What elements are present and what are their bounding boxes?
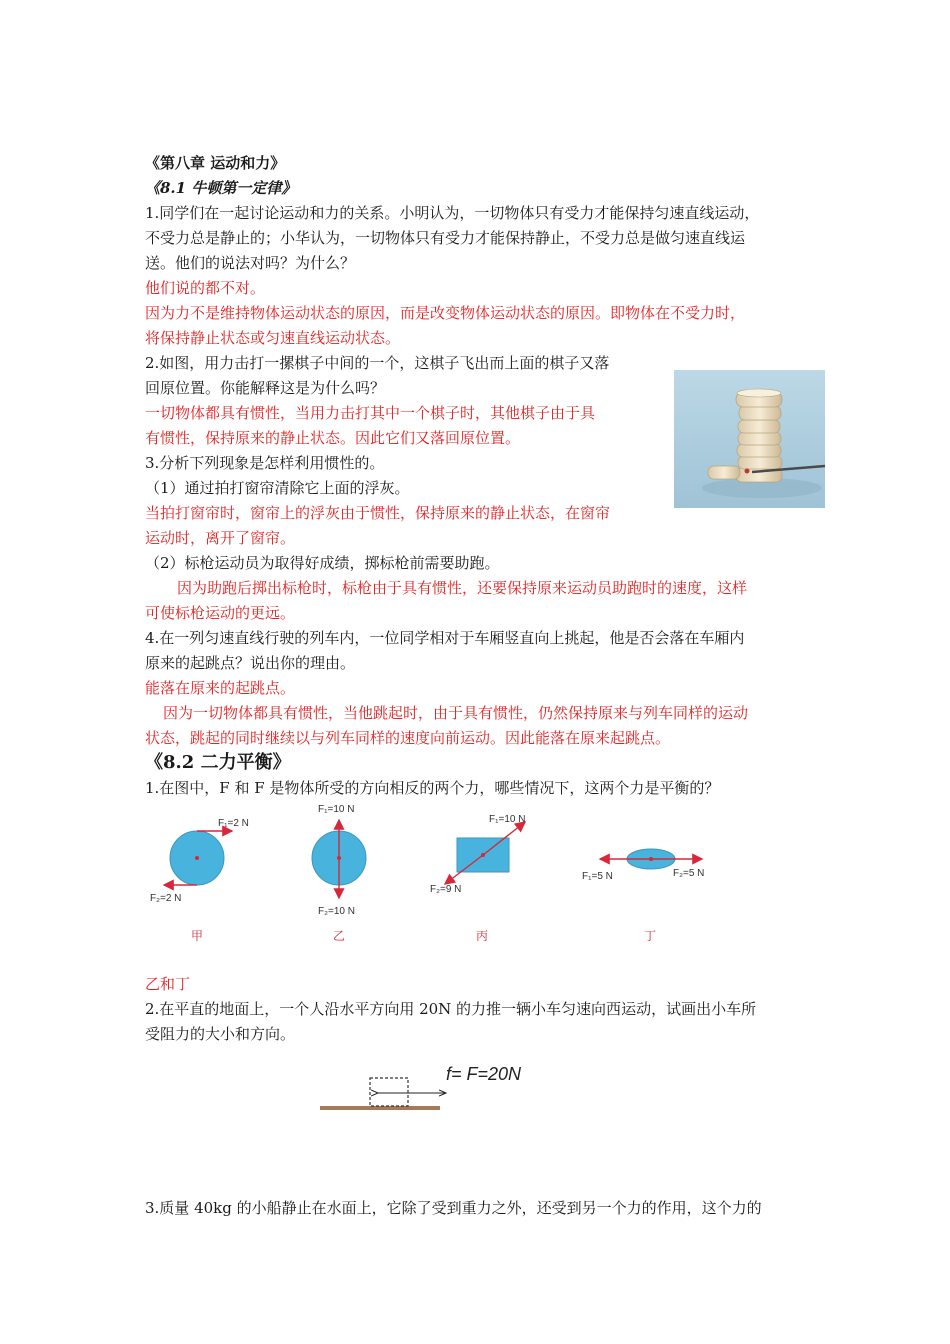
bing-label: 丙	[476, 929, 489, 943]
chapter-title: 《第八章 运动和力》	[145, 154, 286, 172]
a2-line-2: 有惯性，保持原来的静止状态。因此它们又落回原位置。	[145, 429, 521, 447]
q1-line-3: 送。他们的说法对吗？为什么？	[145, 254, 356, 272]
ding-label: 丁	[644, 929, 657, 943]
a3-1-line-2: 运动时，离开了窗帘。	[145, 529, 296, 547]
s2-q2-line-2: 受阻力的大小和方向。	[145, 1025, 296, 1043]
diagram-jia	[150, 818, 249, 943]
q3-line: 3.分析下列现象是怎样利用惯性的。	[145, 454, 385, 472]
cart-diagram	[318, 1058, 558, 1122]
diagram-bing	[430, 814, 525, 943]
section-title-8-1: 《8.1 牛顿第一定律》	[145, 179, 297, 197]
diagram-yi	[312, 804, 366, 943]
q4-line-2: 原来的起跳点？说出你的理由。	[145, 654, 356, 672]
ding-f1-label: F₁=5 N	[582, 871, 613, 882]
s2-a1-line: 乙和丁	[145, 975, 191, 993]
q3-1-line: （1）通过拍打窗帘清除它上面的浮灰。	[145, 479, 410, 497]
s2-q2-line-1: 2.在平直的地面上，一个人沿水平方向用 20N 的力推一辆小车匀速向西运动，试画出小车所	[145, 1000, 757, 1018]
a3-1-line-1: 当拍打窗帘时，窗帘上的浮灰由于惯性，保持原来的静止状态，在窗帘	[145, 504, 611, 522]
yi-f2-label: F₂=10 N	[318, 906, 355, 917]
q4-line-1: 4.在一列匀速直线行驶的列车内，一位同学相对于车厢竖直向上挑起，他是否会落在车厢内	[145, 629, 745, 647]
a3-2-line-1: 因为助跑后掷出标枪时，标枪由于具有惯性，还要保持原来运动员助跑时的速度，这样	[177, 579, 748, 597]
s2-q3-line: 3.质量 40kg 的小船静止在水面上，它除了受到重力之外，还受到另一个力的作用，这个力的	[145, 1199, 762, 1217]
force-diagrams	[140, 800, 780, 950]
diagram-ding	[582, 849, 704, 943]
a1-line-2: 因为力不是维持物体运动状态的原因，而是改变物体运动状态的原因。即物体在不受力时，	[145, 304, 746, 322]
a1-line-1: 他们说的都不对。	[145, 279, 266, 297]
bing-f1-label: F₁=10 N	[489, 814, 526, 825]
a4-line-1: 能落在原来的起跳点。	[145, 679, 296, 697]
q2-line-2: 回原位置。你能解释这是为什么吗？	[145, 379, 386, 397]
bing-f2-label: F₂=9 N	[430, 884, 462, 895]
a2-line-1: 一切物体都具有惯性，当用力击打其中一个棋子时，其他棋子由于具	[145, 404, 596, 422]
yi-label: 乙	[333, 929, 346, 943]
checker-stack-photo	[674, 370, 825, 508]
a3-2-line-2: 可使标枪运动的更远。	[145, 604, 296, 622]
a1-line-3: 将保持静止状态或匀速直线运动状态。	[145, 329, 401, 347]
q1-line-1: 1.同学们在一起讨论运动和力的关系。小明认为，一切物体只有受力才能保持匀速直线运动，	[145, 204, 760, 222]
ding-f2-label: F₂=5 N	[673, 868, 705, 879]
q2-line-1: 2.如图，用力击打一摞棋子中间的一个，这棋子飞出而上面的棋子又落	[145, 354, 610, 372]
jia-label: 甲	[191, 929, 204, 943]
q1-line-2: 不受力总是静止的；小华认为，一切物体只有受力才能保持静止，不受力总是做匀速直线运	[145, 229, 746, 247]
section-title-8-2: 《8.2 二力平衡》	[145, 752, 291, 773]
s2-q1-line: 1.在图中，F 和 F 是物体所受的方向相反的两个力，哪些情况下，这两个力是平衡的？	[145, 779, 720, 797]
jia-f1-label: F₁=2 N	[218, 818, 249, 829]
cart-force-label: f= F=20N	[446, 1064, 522, 1084]
a4-line-3: 状态，跳起的同时继续以与列车同样的速度向前运动。因此能落在原来起跳点。	[145, 729, 671, 747]
q3-2-line: （2）标枪运动员为取得好成绩，掷标枪前需要助跑。	[145, 554, 500, 572]
yi-f1-label: F₁=10 N	[318, 804, 355, 815]
jia-f2-label: F₂=2 N	[150, 893, 182, 904]
a4-line-2: 因为一切物体都具有惯性，当他跳起时，由于具有惯性，仍然保持原来与列车同样的运动	[163, 704, 749, 722]
